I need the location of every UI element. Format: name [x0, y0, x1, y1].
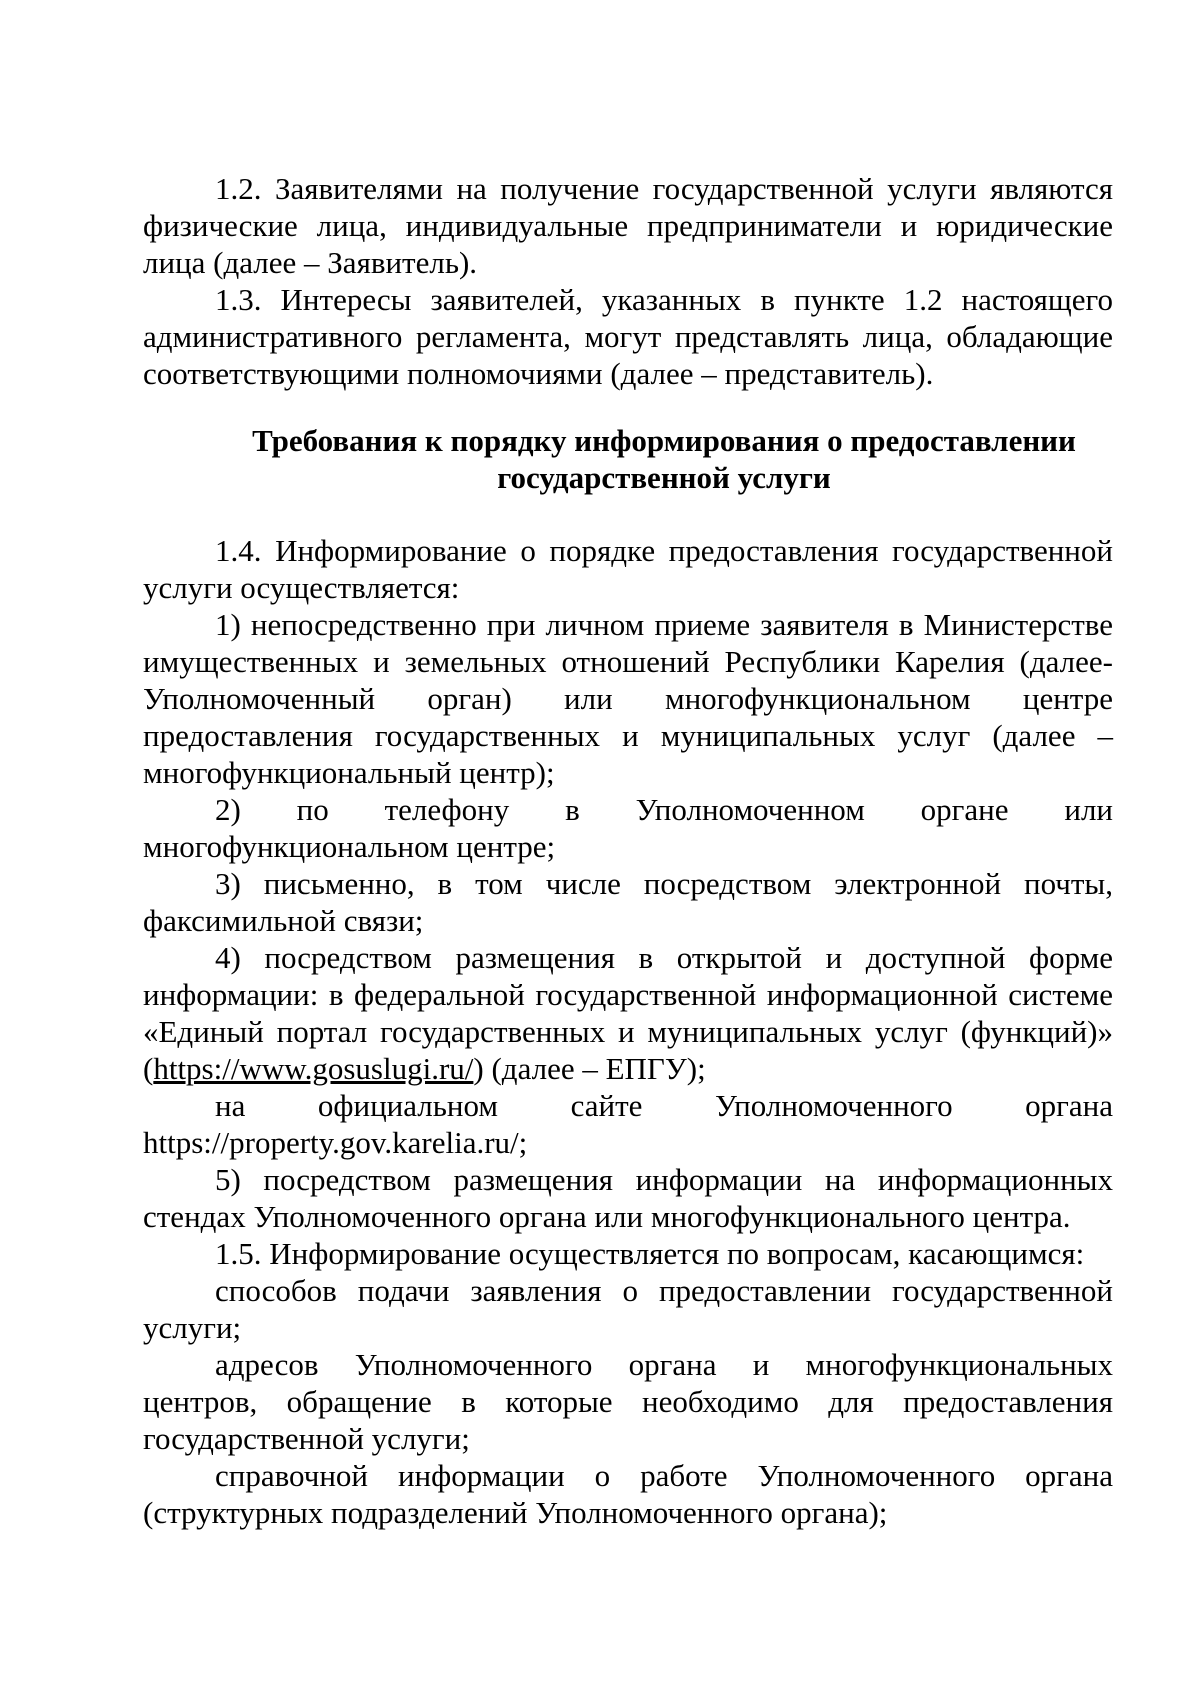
topic-item-3: справочной информации о работе Уполномоченного органа (структурных подразделений Уполномоченного органа);	[143, 1458, 1113, 1530]
item-4-text-after: ) (далее – ЕПГУ);	[473, 1051, 706, 1086]
list-item-2: 2) по телефону в Уполномоченном органе или многофункциональном центре;	[143, 792, 1113, 864]
list-item-1: 1) непосредственно при личном приеме заявителя в Министерстве имущественных и земельных отношений Республики Карелия (далее- Уполномоченный орган) или многофункциональном центре предоставления государственных и муниципальных услуг (далее – многофункциональный центр);	[143, 607, 1113, 790]
list-item-3: 3) письменно, в том числе посредством электронной почты, факсимильной связи;	[143, 866, 1113, 938]
heading-line-1: Требования к порядку информирования о предоставлении	[252, 423, 1076, 458]
topic-item-1: способов подачи заявления о предоставлении государственной услуги;	[143, 1273, 1113, 1345]
paragraph-1-4: 1.4. Информирование о порядке предоставления государственной услуги осуществляется:	[143, 533, 1113, 605]
list-item-4-site: на официальном сайте Уполномоченного органа https://property.gov.karelia.ru/;	[143, 1088, 1113, 1160]
gosuslugi-link[interactable]: https://www.gosuslugi.ru/	[153, 1051, 474, 1086]
paragraph-1-3: 1.3. Интересы заявителей, указанных в пункте 1.2 настоящего административного регламента, могут представлять лица, обладающие соответствующими полномочиями (далее – представитель).	[143, 282, 1113, 391]
section-heading	[143, 422, 1113, 496]
topic-item-2: адресов Уполномоченного органа и многофункциональных центров, обращение в которые необходимо для предоставления государственной услуги;	[143, 1347, 1113, 1456]
heading-line-2: государственной услуги	[497, 460, 831, 495]
paragraph-1-2: 1.2. Заявителями на получение государственной услуги являются физические лица, индивидуальные предприниматели и юридические лица (далее – Заявитель).	[143, 171, 1113, 280]
list-item-4	[143, 939, 1113, 1087]
item-4-text-before: 4) посредством размещения в открытой и доступной форме информации: в федеральной государственной информационной системе «Единый портал государственных и муниципальных услуг (функций)» (	[143, 940, 1113, 1086]
list-item-5: 5) посредством размещения информации на информационных стендах Уполномоченного органа или многофункционального центра.	[143, 1162, 1113, 1234]
paragraph-1-5: 1.5. Информирование осуществляется по вопросам, касающимся:	[215, 1236, 1085, 1271]
document-page	[143, 170, 1113, 1531]
